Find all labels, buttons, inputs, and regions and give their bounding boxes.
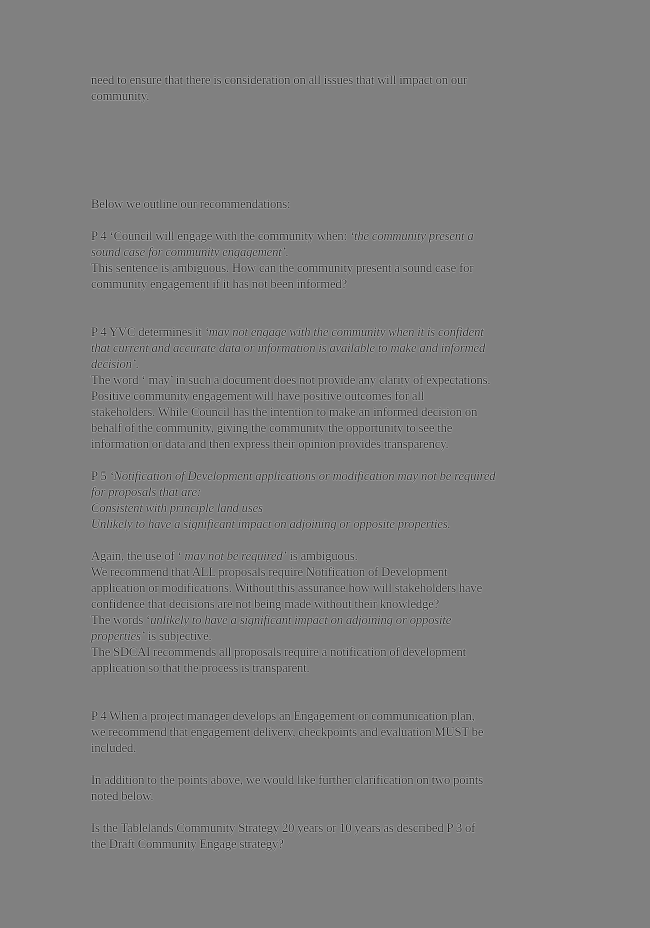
- p5-line4-quote: Unlikely to have a significant impact on adjoining or opposite properties.: [91, 517, 451, 531]
- p4b-line7: behalf of the community, giving the community the opportunity to see the: [91, 421, 453, 435]
- again-line3: application or modifications. Without this assurance how will stakeholders have: [91, 581, 483, 595]
- clarification-line1: In addition to the points above, we would like further clarification on two points: [91, 773, 484, 787]
- recommendation-again-ambiguous: [91, 548, 561, 676]
- p5-line1-prefix: P 5: [91, 469, 110, 483]
- p4b-line3-quote: decision’.: [91, 357, 139, 371]
- recommendation-p4-engagement-plan: [91, 708, 561, 756]
- again-line1-quote: may not be required’: [184, 549, 287, 563]
- p4a-line2-quote: sound case for community engagement’.: [91, 245, 289, 259]
- strategy-question: [91, 820, 561, 852]
- intro-line-2: community.: [91, 89, 150, 103]
- p4b-line4: The word ‘ may’ in such a document does not provide any clarity of expectations.: [91, 373, 491, 387]
- recommendations-heading: Below we outline our recommendations:: [91, 197, 291, 211]
- question-line1: Is the Tablelands Community Strategy 20 years or 10 years as described P 3 of: [91, 821, 476, 835]
- p4b-line2-quote: that current and accurate data or information is available to make and informed: [91, 341, 486, 355]
- again-line1-prefix: Again, the use of ‘: [91, 549, 185, 563]
- p4a-line1-prefix: P 4 ‘Council will engage with the community when:: [91, 229, 350, 243]
- again-line5-prefix: The words ‘: [91, 613, 151, 627]
- p4b-line5: Positive community engagement will have positive outcomes for all: [91, 389, 425, 403]
- p5-line1-quote: ‘Notification of Development applications or modification may not be required: [109, 469, 496, 483]
- again-line8: application so that the process is transparent.: [91, 661, 310, 675]
- intro-line-1: need to ensure that there is consideration on all issues that will impact on our: [91, 73, 468, 87]
- p4c-line1: P 4 When a project manager develops an Engagement or communication plan,: [91, 709, 475, 723]
- p5-line3-quote: Consistent with principle land uses: [91, 501, 263, 515]
- again-line2: We recommend that ALL proposals require Notification of Development: [91, 565, 448, 579]
- recommendation-p5-notification: [91, 468, 561, 532]
- again-line6-quote: properties’: [91, 629, 145, 643]
- p4a-line4: community engagement if it has not been informed?: [91, 277, 347, 291]
- p4a-line1-quote: ‘the community present a: [349, 229, 474, 243]
- p4c-line2: we recommend that engagement delivery, checkpoints and evaluation MUST be: [91, 725, 484, 739]
- p4b-line1-quote: ‘may not engage with the community when it is confident: [204, 325, 484, 339]
- p4b-line6: stakeholders. While Council has the intention to make an informed decision on: [91, 405, 478, 419]
- again-line6-suffix: is subjective.: [144, 629, 212, 643]
- question-line2: the Draft Community Engage strategy?: [91, 837, 284, 851]
- p4b-line8: information or data and then express their opinion provides transparency.: [91, 437, 449, 451]
- recommendation-p4-yvc-determines: [91, 324, 561, 452]
- again-line5-quote: unlikely to have a significant impact on adjoining or opposite: [150, 613, 452, 627]
- p4a-line3: This sentence is ambiguous. How can the community present a sound case for: [91, 261, 474, 275]
- intro-paragraph: [91, 72, 561, 104]
- again-line4: confidence that decisions are not being made without their knowledge?: [91, 597, 440, 611]
- recommendation-p4-council-engage: [91, 228, 561, 292]
- p4b-line1-prefix: P 4 YVC determines it: [91, 325, 205, 339]
- clarification-line2: noted below.: [91, 789, 154, 803]
- p5-line2-quote: for proposals that are:: [91, 485, 202, 499]
- again-line7: The SDCAI recommends all proposals require a notification of development: [91, 645, 466, 659]
- again-line1-suffix: is ambiguous.: [286, 549, 358, 563]
- p4c-line3: included.: [91, 741, 137, 755]
- clarification-paragraph: [91, 772, 561, 804]
- document-page: [91, 72, 561, 852]
